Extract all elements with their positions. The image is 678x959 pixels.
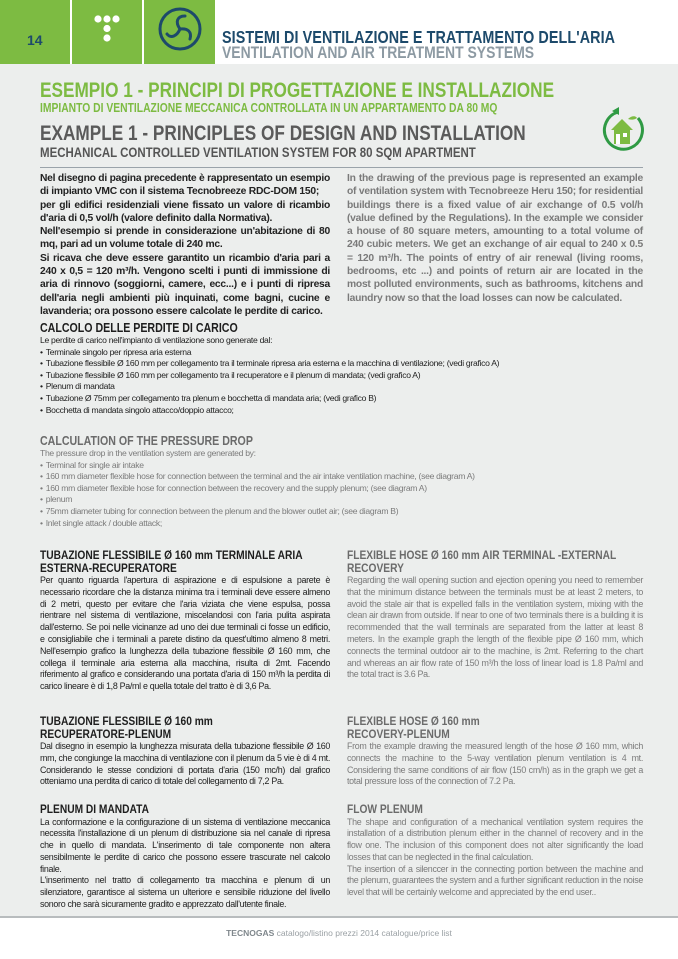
heading-it-sub: IMPIANTO DI VENTILAZIONE MECCANICA CONTROLLATA IN UN APPARTAMENTO DA 80 MQ	[40, 101, 498, 115]
intro-en-paragraph: In the drawing of the previous page is represented an example of ventilation system with Tecnobreeze Heru 150; for residential buildings there is a fixed value of air exchange of 0.5 vol/h (value defined by the Regulations). In the example we consider a house of 80 square meters, amounting to a total volume of 240 cubic meters. We get an exchange of air equal to 240 x 0.5 = 120 m³/h. The points of entry of air renewal (living rooms, bedrooms, etc ...) and points of return air are located in the most polluted environments, such as bathrooms, kitchens and laundry now so that the load losses can now be calculated.	[347, 173, 643, 304]
article-body: Dal disegno in esempio la lunghezza misurata della tubazione flessibile Ø 160 mm, che congiunge la macchina di ventilazione con il plenum da 5 vie è di 4 mt. Considerando le stesse condizioni di portata d'aria (150 mc/h) dal grafico otteniamo una perdita di carico di totale del collegamento di 7,2 Pa.	[40, 741, 330, 787]
article-body: Per quanto riguarda l'apertura di aspirazione e di espulsione a parete è necessario ricordare che la distanza minima tra i terminali deve essere almeno di 2 metri, questo per evitare che l'aria viziata che viene espulsa, possa rientrare nel sistema di ventilazione, miscelandosi con l'aria pulita aspirata dall'esterno. Se poi nelle vicinanze ad uno dei due terminali ci fosse un edificio, e consigliabile che i terminali a parete distino da quest'ultimo almeno 8 metri. Nell'esempio grafico la lunghezza della tubazione flessibile Ø 160 mm, che collega il terminale aria esterna alla macchina, risulta di 2mt. Facendo riferimento al grafico e considerando una portata d'aria di 150 m³/h la perdita di carico lineare è di 1,8 Pa/ml e quella totale del tratto è di 3,6 Pa.	[40, 575, 330, 692]
article-en-plenum	[347, 803, 643, 899]
article-it-hose-terminal	[40, 549, 330, 693]
article-body: The shape and configuration of a mechanical ventilation system requires the installation of a distribution plenum either in the channel of recovery and in the flow one. The inclusion of this component does not alter significantly the load losses that can be neglected in the final calculation.	[347, 816, 643, 862]
section-title: CALCOLO DELLE PERDITE DI CARICO	[40, 321, 238, 335]
header-title-it: SISTEMI DI VENTILAZIONE E TRATTAMENTO DELL'ARIA	[222, 27, 616, 47]
heading-en-sub: MECHANICAL CONTROLLED VENTILATION SYSTEM FOR 80 SQM APARTMENT	[40, 144, 476, 160]
intro-it-paragraph: Nell'esempio si prende in considerazione un'abitazione di 80 mq, pari ad un volume totale di 240 mc.	[40, 226, 330, 251]
fan-icon	[155, 4, 205, 54]
page-header	[0, 0, 678, 64]
section-intro: The pressure drop in the ventilation system are generated by:	[40, 448, 256, 458]
article-en-hose-plenum	[347, 715, 643, 788]
article-it-hose-plenum	[40, 715, 330, 788]
intro-it-paragraph: per gli edifici residenziali viene fissato un valore di ricambio d'aria di 0,5 vol/h (valore definito dalla Normativa).	[40, 199, 330, 224]
list-item: • plenum	[40, 494, 640, 506]
list-item: • Bocchetta di mandata singolo attacco/doppio attacco;	[40, 405, 640, 417]
list-item: • 160 mm diameter flexible hose for connection between the terminal and the air intake ventilation machine, (see diagram A)	[40, 471, 640, 483]
header-title-en: VENTILATION AND AIR TREATMENT SYSTEMS	[222, 43, 535, 62]
heading-it-main: ESEMPIO 1 - PRINCIPI DI PROGETTAZIONE E INSTALLAZIONE	[40, 79, 555, 102]
pressure-list-en	[40, 460, 640, 530]
article-title: TUBAZIONE FLESSIBILE Ø 160 mm TERMINALE ARIA	[40, 548, 303, 562]
list-item: • Tubazione flessibile Ø 160 mm per collegamento tra il recuperatore e il plenum di mandata; (vedi grafico A)	[40, 370, 640, 382]
article-title: TUBAZIONE FLESSIBILE Ø 160 mm	[40, 714, 213, 728]
fan-tile	[144, 0, 215, 64]
article-en-hose-terminal	[347, 549, 643, 681]
article-body: L'inserimento nel tratto di collegamento tra macchina e plenum di un silenziatore, garantisce al sistema un ulteriore e sensibile riduzione del livello sonoro che sarà sicuramente gradito e apprezzato dall'utente finale.	[40, 875, 330, 910]
list-item: • Tubazione Ø 75mm per collegamento tra plenum e bocchetta di mandata aria; (vedi grafico B)	[40, 393, 640, 405]
list-item: • Plenum di mandata	[40, 381, 640, 393]
article-body: Regarding the wall opening suction and ejection opening you need to remember that the minimum distance between the terminals must be at least 2 meters, to avoid the stale air that is expelled falls in the ventilation system, mixing with the clean air drawn from outside. If near to one of two terminals there is a building it is recommended that the wall terminals are separated from the latter at least 8 meters. In the example graph the length of the flexible pipe Ø 160 mm, which connects the terminal outdoor air to the machine, is 2mt. Referring to the chart and whereas an air flow rate of 150 m³/h the loss of linear load is 1.8 Pa/ml and the total tract is 3.6 Pa.	[347, 575, 643, 680]
list-item: • Terminale singolo per ripresa aria esterna	[40, 347, 640, 359]
article-title: ESTERNA-RECUPERATORE	[40, 560, 177, 575]
section-title: CALCULATION OF THE PRESSURE DROP	[40, 434, 253, 448]
footer-brand: TECNOGAS	[226, 928, 275, 938]
article-title: FLEXIBLE HOSE Ø 160 mm AIR TERMINAL -EXTERNAL	[347, 548, 617, 562]
list-item: • Inlet single attack / double attack;	[40, 518, 640, 530]
article-body: The insertion of a silenccer in the connecting portion between the machine and the plenum, guarantees the system and a further significant reduction in the noise level that will be certainly welcome and appreciated by the end user..	[347, 863, 643, 898]
intro-it-paragraph: Nel disegno di pagina precedente è rappresentato un esempio di impianto VMC con il sistema Tecnobreeze RDC-DOM 150;	[40, 173, 330, 198]
section-intro: Le perdite di carico nell'impianto di ventilazione sono generate dal:	[40, 335, 273, 345]
divider	[40, 167, 643, 168]
page-number-tile	[0, 0, 70, 64]
heading-en-main: EXAMPLE 1 - PRINCIPLES OF DESIGN AND INSTALLATION	[40, 122, 526, 145]
list-item: • 75mm diameter tubing for connection between the plenum and the blower outlet air; (see diagram B)	[40, 506, 640, 518]
pressure-section-it	[40, 321, 640, 416]
list-item: • 160 mm diameter flexible hose for connection between the recovery and the supply plenum; (see diagram A)	[40, 483, 640, 495]
footer-text: catalogo/listino prezzi 2014 catalogue/price list	[276, 928, 452, 938]
tecnogas-t-logo-icon	[94, 7, 120, 55]
intro-it	[40, 172, 330, 318]
article-title: RECOVERY	[347, 560, 404, 575]
article-body: From the example drawing the measured length of the hose Ø 160 mm, which connects the machine to the 5-way ventilation plenum ventilation is 4 mt. Considering the same conditions of air flow (150 cm/h) as in the graph we get a total pressure loss of the connection of 7.2 Pa.	[347, 741, 643, 787]
list-item: • Terminal for single air intake	[40, 460, 640, 472]
article-title: FLEXIBLE HOSE Ø 160 mm	[347, 714, 480, 728]
article-title: PLENUM DI MANDATA	[40, 802, 149, 816]
logo-tile	[72, 0, 142, 64]
article-title: RECOVERY-PLENUM	[347, 726, 450, 741]
list-item: • Tubazione flessibile Ø 160 mm per collegamento tra il terminale ripresa aria esterna e la macchina di ventilazione; (vedi grafico A)	[40, 358, 640, 370]
intro-it-paragraph: Si ricava che deve essere garantito un ricambio d'aria pari a 240 x 0,5 = 120 m³/h. Vengono scelti i punti di immissione di aria di rinnovo (soggiorni, camere, ecc...) e i punti di ripresa dell'aria negli ambienti più inquinati, come bagni, cucine e lavanderia; ora possono essere calcolate le perdite di carico.	[40, 252, 330, 317]
pressure-list-it	[40, 347, 640, 417]
intro-en	[347, 172, 643, 305]
article-body: La conformazione e la configurazione di un sistema di ventilazione meccanica necessita l'installazione di un plenum di distribuzione sia nel canale di ripresa che in quello di mandata. L'inserimento di tale componente non altera sensibilmente le perdite di carico che possono essere trascurate nel calcolo finale.	[40, 816, 330, 874]
eco-house-icon	[598, 106, 646, 154]
article-title: RECUPERATORE-PLENUM	[40, 726, 172, 741]
article-it-plenum	[40, 803, 330, 911]
article-title: FLOW PLENUM	[347, 802, 423, 816]
pressure-section-en	[40, 434, 640, 529]
page-footer	[0, 928, 678, 938]
page-number: 14	[27, 32, 43, 48]
